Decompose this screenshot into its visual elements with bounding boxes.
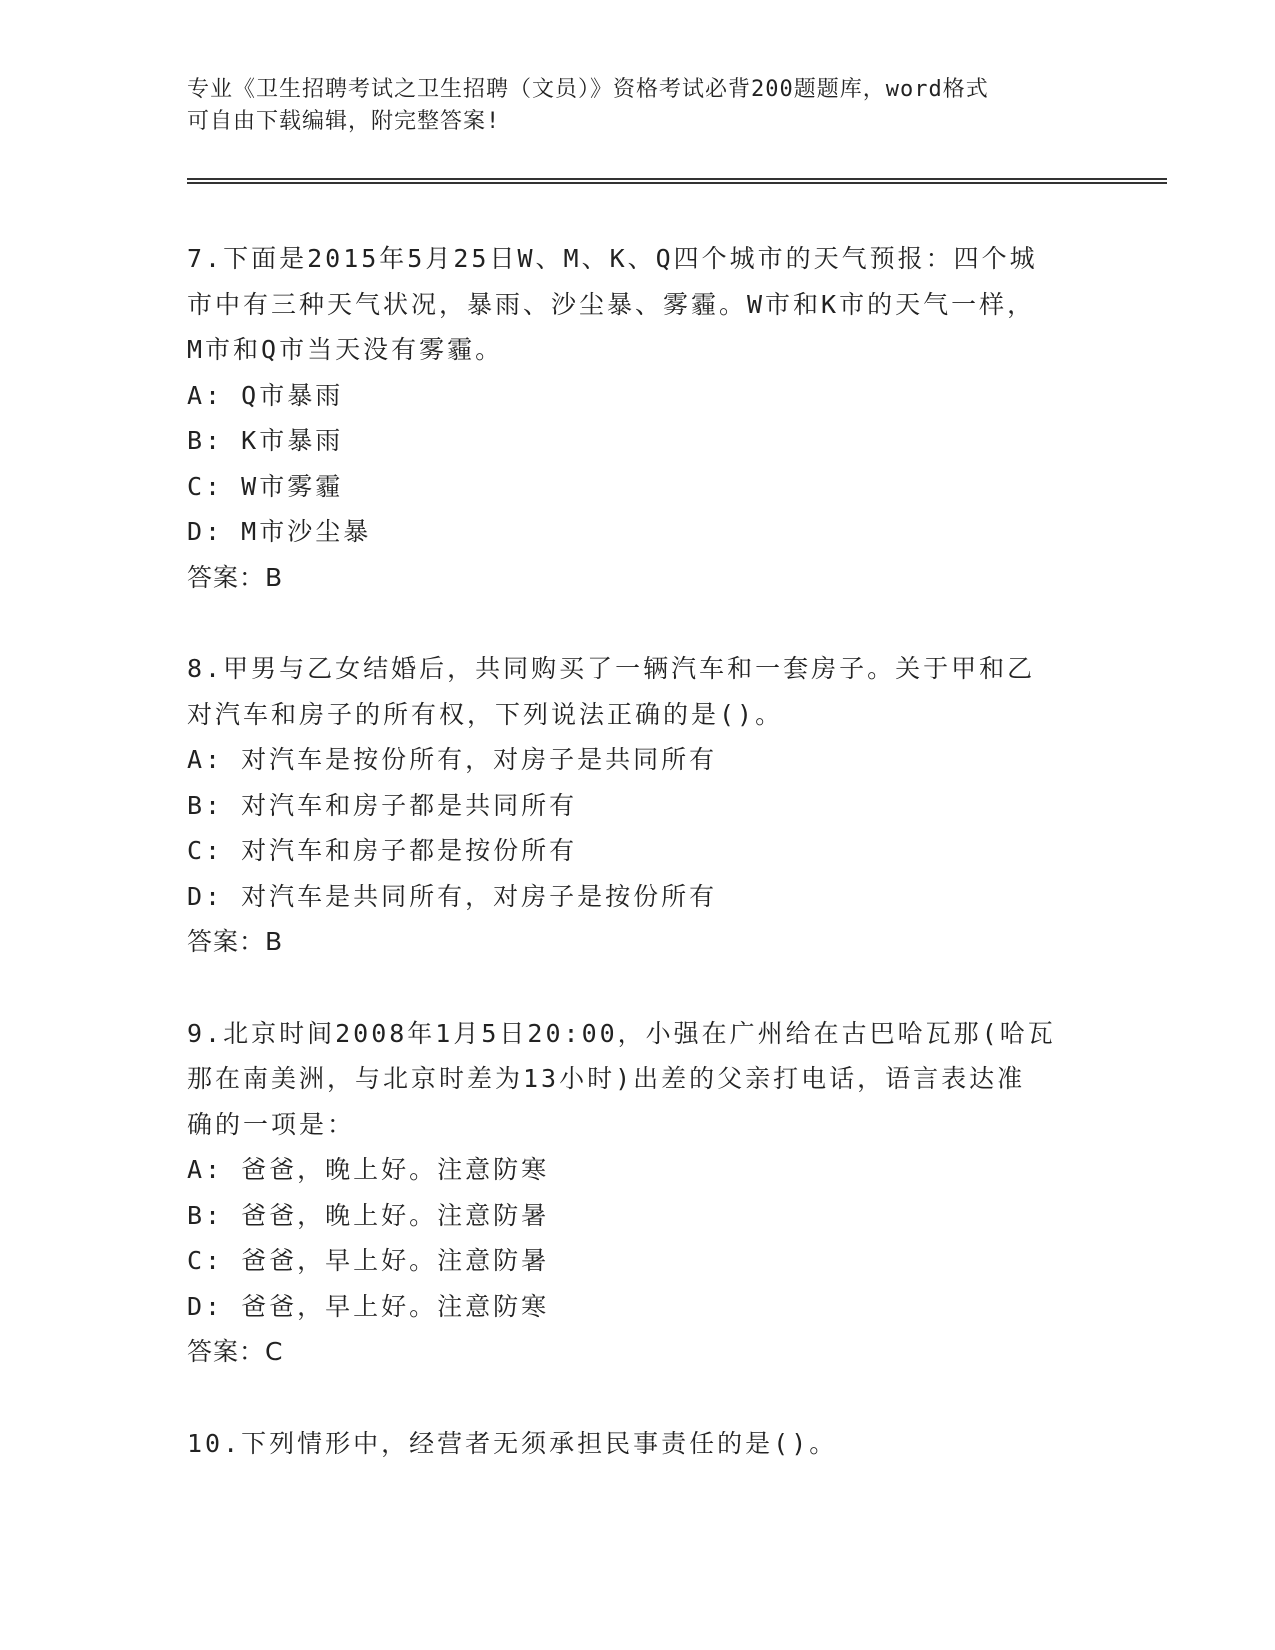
stem-line: 对汽车和房子的所有权，下列说法正确的是()。: [187, 699, 784, 729]
stem-line: 确的一项是：: [187, 1109, 356, 1139]
stem-line: 市中有三种天气状况，暴雨、沙尘暴、雾霾。W市和K市的天气一样，: [187, 289, 1036, 319]
answer: 答案：B: [187, 562, 284, 592]
option-c: C: W市雾霾: [187, 471, 344, 501]
option-c: C: 爸爸，早上好。注意防暑: [187, 1246, 550, 1275]
option-d: D: M市沙尘暴: [187, 517, 372, 546]
option-c: C: 对汽车和房子都是按份所有: [187, 836, 578, 865]
question-stem: [187, 236, 1087, 373]
header-line-2: 可自由下载编辑，附完整答案!: [187, 109, 501, 134]
option-a: A: 对汽车是按份所有，对房子是共同所有: [187, 745, 718, 774]
option-d: D: 对汽车是共同所有，对房子是按份所有: [187, 881, 718, 911]
question-7: [187, 236, 1087, 600]
option-d: D: 爸爸，早上好。注意防寒: [187, 1291, 550, 1321]
stem-line: 那在南美洲，与北京时差为13小时)出差的父亲打电话，语言表达准: [187, 1064, 1026, 1093]
question-8: [187, 646, 1087, 965]
header-double-rule: [187, 178, 1167, 184]
stem-line: 9.北京时间2008年1月5日20:00，小强在广州给在古巴哈瓦那(哈瓦: [187, 1018, 1056, 1048]
stem-line: 8.甲男与乙女结婚后，共同购买了一辆汽车和一套房子。关于甲和乙: [187, 654, 1036, 683]
document-header: [187, 74, 1087, 138]
stem-line: 10.下列情形中，经营者无须承担民事责任的是()。: [187, 1428, 838, 1458]
stem-line: M市和Q市当天没有雾霾。: [187, 335, 504, 364]
stem-line: 7.下面是2015年5月25日W、M、K、Q四个城市的天气预报：四个城: [187, 244, 1038, 273]
question-9: [187, 1011, 1087, 1375]
answer: 答案：B: [187, 927, 284, 956]
question-10: [187, 1421, 1087, 1467]
option-a: A: Q市暴雨: [187, 380, 344, 410]
question-stem: [187, 1421, 1087, 1467]
header-line-1: 专业《卫生招聘考试之卫生招聘（文员）》资格考试必背200题题库，word格式: [187, 77, 989, 102]
option-b: B: 爸爸，晚上好。注意防暑: [187, 1200, 550, 1230]
option-b: B: K市暴雨: [187, 426, 344, 455]
question-stem: [187, 646, 1087, 737]
question-stem: [187, 1011, 1087, 1148]
answer: 答案：C: [187, 1337, 284, 1366]
question-list: [187, 236, 1087, 1512]
option-b: B: 对汽车和房子都是共同所有: [187, 790, 578, 820]
option-a: A: 爸爸，晚上好。注意防寒: [187, 1155, 550, 1184]
